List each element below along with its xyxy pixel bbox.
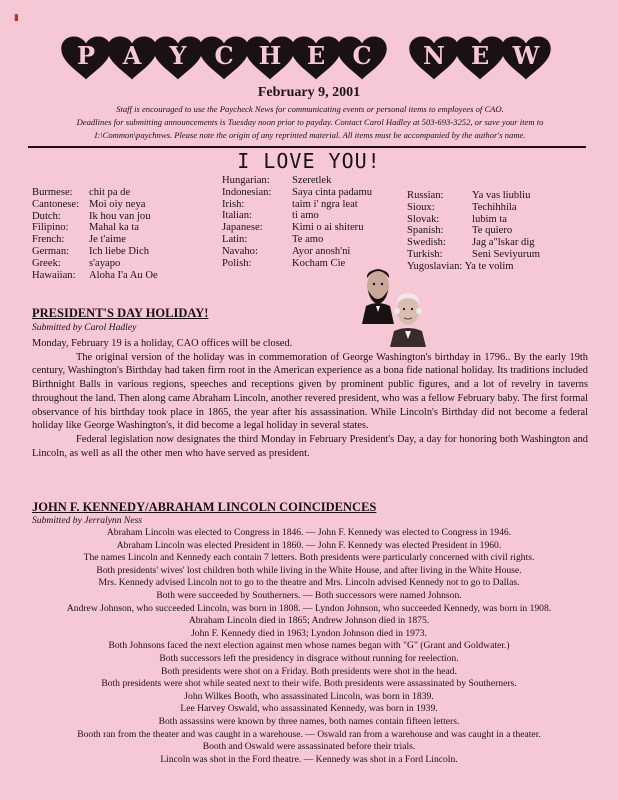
language-name: Slovak:	[407, 213, 440, 225]
svg-text:N: N	[423, 41, 445, 70]
love-row	[32, 199, 158, 211]
svg-text:W: W	[512, 41, 540, 70]
presidents-day-article	[32, 337, 588, 460]
love-row	[222, 175, 372, 187]
coincidence-line: John Wilkes Booth, who assassinated Lincoln, was born in 1839.	[184, 690, 434, 702]
masthead	[60, 30, 560, 88]
love-phrase: lubim ta	[472, 213, 508, 225]
coincidence-line: Both were succeeded by Southerners. — Both successors were named Johnson.	[156, 589, 462, 601]
love-row	[32, 270, 158, 282]
language-name: Italian:	[222, 210, 253, 222]
svg-text:H: H	[258, 41, 282, 70]
language-name: Polish:	[222, 257, 252, 269]
coincidence-line: John F. Kennedy died in 1963; Lyndon Johnson died in 1973.	[191, 627, 427, 639]
language-name: Hungarian:	[222, 175, 270, 186]
love-row	[222, 234, 372, 246]
love-phrase: Ik hou van jou	[89, 210, 151, 222]
coincidence-line: Both presidents were shot while seated next to their wife. Both presidents were assassinated by Southerners.	[101, 678, 517, 690]
love-phrase: Seni Seviyurum	[472, 248, 540, 260]
love-row	[32, 222, 158, 234]
love-row	[32, 258, 158, 270]
language-name: Japanese:	[222, 222, 263, 234]
love-row	[407, 237, 540, 249]
intro-notice	[40, 103, 580, 142]
love-row	[32, 234, 158, 246]
love-row	[407, 249, 540, 261]
intro-line: Staff is encouraged to use the Paycheck News for communicating events or personal items to employees of CAO.	[116, 104, 504, 114]
love-phrase: s'ayapo	[89, 257, 121, 269]
language-name: Navaho:	[222, 245, 258, 257]
language-name: Cantonese:	[32, 198, 80, 210]
language-name: Swedish:	[407, 237, 446, 249]
language-name: French:	[32, 234, 65, 246]
love-phrase: Ich liebe Dich	[89, 245, 150, 257]
svg-text:C: C	[214, 41, 234, 70]
love-phrase: Te quiero	[472, 225, 513, 237]
coincidence-line: Lincoln was shot in the Ford theatre. — Kennedy was shot in a Ford Lincoln.	[160, 753, 458, 765]
presidents-day-heading: PRESIDENT'S DAY HOLIDAY!	[32, 306, 209, 320]
coincidence-line: Booth and Oswald were assassinated before their trials.	[202, 741, 416, 753]
svg-text:C: C	[352, 41, 372, 70]
language-name: Indonesian:	[222, 186, 272, 198]
margin-mark: ▮	[14, 12, 19, 22]
intro-line: Deadlines for submitting announcements is Tuesday noon prior to payday. Contact Carol Hadley at 503-693-3252, or save your item to	[76, 117, 544, 127]
language-name: Filipino:	[32, 222, 69, 234]
love-row	[32, 211, 158, 223]
language-name: Greek:	[32, 257, 61, 269]
coincidence-line: Both successors left the presidency in disgrace without running for reelection.	[159, 652, 459, 664]
love-phrase: chit pa de	[89, 187, 131, 198]
love-row	[407, 202, 540, 214]
love-phrase: Techihhila	[472, 201, 517, 213]
language-name: Sioux:	[407, 201, 435, 213]
article-paragraph: The original version of the holiday was in commemoration of George Washington's birthday in 1796.. By the early 19th century, Washington's Birthday had taken firm root in the American experience as a bona fide national holiday. Its traditions included Birthnight Balls in various regions, speeches and receptions given by prominent public figures, and a lot of revelry in taverns throughout the land. Then along came Abraham Lincoln, another revered president, who was a fellow February baby. The first formal observance of his birthday took place in 1865, the year after his assassination. While Lincoln's Birthday did not become a federal holiday like George Washington's, it did become a legal holiday in several states.	[32, 351, 588, 432]
coincidence-line: The names Lincoln and Kennedy each contain 7 letters. Both presidents were particularly concerned with civil rights.	[83, 552, 535, 564]
article-paragraph: Federal legislation now designates the third Monday in February President's Day, a day for honoring both Washington and Lincoln, as well as all the other men who have served as president.	[32, 433, 588, 459]
svg-text:E: E	[470, 41, 490, 70]
love-row	[407, 190, 540, 202]
coincidence-line: Booth ran from the theater and was caught in a warehouse. — Oswald ran from a warehouse and was caught in a theater.	[77, 728, 541, 740]
love-row	[222, 222, 372, 234]
love-row	[222, 258, 372, 270]
language-name: Irish:	[222, 198, 245, 210]
issue-date: February 9, 2001	[257, 85, 361, 100]
language-name: Turkish:	[407, 248, 443, 260]
love-phrase: ti amo	[292, 210, 319, 222]
love-row	[407, 214, 540, 226]
coincidence-line: Abraham Lincoln was elected President in 1860. — John F. Kennedy was elected President in 1960.	[116, 539, 502, 551]
divider-rule	[28, 146, 586, 148]
language-name: Spanish:	[407, 225, 444, 237]
language-name: Burmese:	[32, 187, 73, 198]
language-name: German:	[32, 245, 70, 257]
love-row	[222, 187, 372, 199]
love-column-3	[407, 190, 540, 261]
svg-text:Y: Y	[169, 41, 187, 70]
svg-text:E: E	[306, 41, 326, 70]
language-name: Hawaiian:	[32, 269, 76, 281]
coincidence-line: Andrew Johnson, who succeeded Lincoln, was born in 1808. — Lyndon Johnson, who succeeded Kennedy, was born in 1908.	[66, 602, 552, 614]
love-phrase: taim i' ngra leat	[292, 198, 358, 210]
intro-line: I:\Common\paychnws. Please note the origin of any reprinted material. All items must be accompanied by the author's name.	[94, 130, 526, 140]
love-column-2	[222, 175, 372, 269]
language-name: Latin:	[222, 233, 248, 245]
love-phrase: Je t'aime	[89, 234, 126, 246]
love-row-yugoslavian: Yugoslavian: Ya te volim	[407, 261, 514, 272]
love-row	[222, 246, 372, 258]
svg-text:P: P	[76, 41, 96, 70]
love-phrase: Te amo	[292, 233, 324, 245]
love-phrase: Saya cinta padamu	[292, 186, 373, 198]
love-phrase: Kimi o ai shiteru	[292, 222, 364, 234]
love-row	[32, 246, 158, 258]
love-phrase: Kocham Cie	[292, 257, 346, 269]
coincidences-list	[10, 527, 608, 766]
love-phrase: Jag a"lskar dig	[472, 237, 535, 249]
coincidence-line: Both assassins were known by three names, both names contain fifteen letters.	[158, 715, 460, 727]
love-row	[32, 187, 158, 199]
coincidences-byline: Submitted by Jerralynn Ness	[32, 515, 143, 526]
language-name: Dutch:	[32, 210, 61, 222]
presidents-day-byline: Submitted by Carol Hadley	[32, 322, 137, 333]
love-section-title: I LOVE YOU!	[237, 149, 381, 173]
coincidence-line: Mrs. Kennedy advised Lincoln not to go to the theatre and Mrs. Lincoln advised Kennedy not to go to Dallas.	[98, 577, 520, 589]
svg-text:A: A	[122, 41, 142, 70]
love-phrase: Szeretlek	[292, 175, 332, 186]
love-row	[222, 199, 372, 211]
coincidence-line: Both presidents were shot on a Friday. Both presidents were shot in the head.	[161, 665, 457, 677]
masthead-hearts-graphic	[60, 30, 560, 88]
coincidence-line: Both presidents' wives' lost children both while living in the White House, and after living in the White House.	[96, 564, 522, 576]
love-row	[407, 225, 540, 237]
language-name: Russian:	[407, 190, 444, 201]
love-phrase: Mahal ka ta	[89, 222, 140, 234]
coincidence-line: Lee Harvey Oswald, who assassinated Kennedy, was born in 1939.	[180, 703, 438, 715]
coincidence-line: Both Johnsons faced the next election against men whose names began with "G" (Grant and Goldwater.)	[108, 640, 510, 652]
love-column-1	[32, 187, 158, 281]
coincidence-line: Abraham Lincoln was elected to Congress in 1846. — John F. Kennedy was elected to Congress in 1946.	[106, 527, 512, 538]
love-phrase: Aloha I'a Au Oe	[89, 269, 158, 281]
love-row	[222, 210, 372, 222]
love-phrase: Moi oiy neya	[89, 198, 146, 210]
article-paragraph: Monday, February 19 is a holiday, CAO offices will be closed.	[32, 338, 293, 349]
coincidences-heading: JOHN F. KENNEDY/ABRAHAM LINCOLN COINCIDENCES	[32, 500, 377, 514]
coincidence-line: Abraham Lincoln died in 1865; Andrew Johnson died in 1875.	[188, 615, 430, 627]
love-phrase: Ayor anosh'ni	[292, 245, 351, 257]
love-phrase: Ya vas liubliu	[472, 190, 531, 201]
